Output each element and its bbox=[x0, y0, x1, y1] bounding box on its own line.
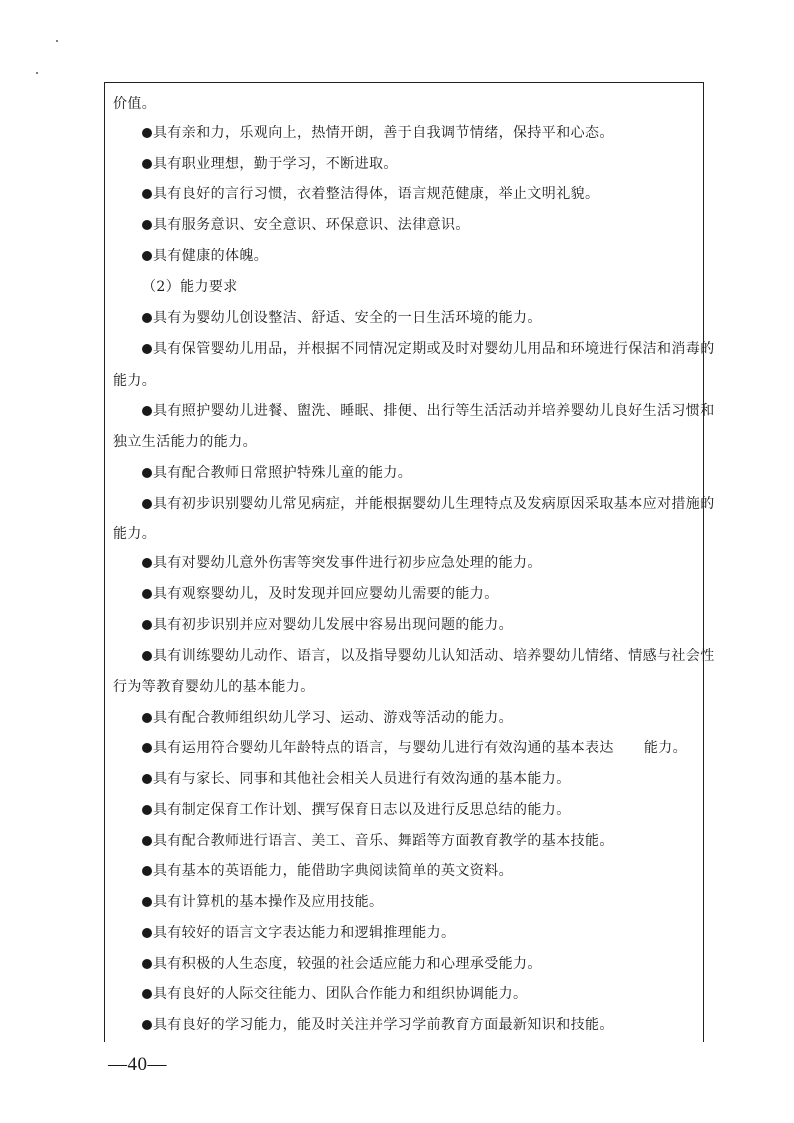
bullet-icon bbox=[142, 989, 152, 999]
list-item: 具有训练婴幼儿动作、语言，以及指导婴幼儿认知活动、培养婴幼儿情绪、情感与社会性 bbox=[142, 649, 722, 664]
list-item: 具有配合教师组织幼儿学习、运动、游戏等活动的能力。 bbox=[142, 711, 722, 726]
bullet-icon bbox=[142, 897, 152, 907]
bullet-icon bbox=[142, 313, 152, 323]
list-item: 具有良好的人际交往能力、团队合作能力和组织协调能力。 bbox=[142, 987, 722, 1002]
bullet-icon bbox=[142, 836, 152, 846]
bullet-icon bbox=[142, 928, 152, 938]
bullet-icon bbox=[142, 774, 152, 784]
list-item: 具有为婴幼儿创设整洁、舒适、安全的一日生活环境的能力。 bbox=[142, 311, 722, 326]
list-item-continuation: 能力。 bbox=[113, 526, 157, 542]
bullet-icon bbox=[142, 128, 152, 138]
list-item: 具有服务意识、安全意识、环保意识、法律意识。 bbox=[142, 218, 722, 233]
list-item: 具有保管婴幼儿用品，并根据不同情况定期或及时对婴幼儿用品和环境进行保洁和消毒的 bbox=[142, 342, 722, 357]
scan-speck bbox=[36, 72, 38, 74]
list-item: 具有积极的人生态度，较强的社会适应能力和心理承受能力。 bbox=[142, 957, 722, 972]
list-item: 具有计算机的基本操作及应用技能。 bbox=[142, 895, 722, 910]
list-item: 具有配合教师进行语言、美工、音乐、舞蹈等方面教育教学的基本技能。 bbox=[142, 834, 722, 849]
list-item: 具有基本的英语能力，能借助字典阅读简单的英文资料。 bbox=[142, 864, 722, 879]
list-item: 具有与家长、同事和其他社会相关人员进行有效沟通的基本能力。 bbox=[142, 772, 722, 787]
bullet-icon bbox=[142, 589, 152, 599]
bullet-icon bbox=[142, 713, 152, 723]
list-item: 具有健康的体魄。 bbox=[142, 249, 722, 264]
bullet-icon bbox=[142, 1020, 152, 1030]
bullet-icon bbox=[142, 189, 152, 199]
bullet-icon bbox=[142, 220, 152, 230]
bullet-icon bbox=[142, 866, 152, 876]
list-item: 具有观察婴幼儿，及时发现并回应婴幼儿需要的能力。 bbox=[142, 587, 722, 602]
scan-speck bbox=[56, 40, 58, 42]
bullet-icon bbox=[142, 251, 152, 261]
bullet-icon bbox=[142, 406, 152, 416]
list-item-continuation: 能力。 bbox=[113, 373, 157, 389]
list-item: 具有职业理想，勤于学习，不断进取。 bbox=[142, 157, 722, 172]
list-item-continuation: 独立生活能力的能力。 bbox=[113, 434, 257, 450]
bullet-icon bbox=[142, 499, 152, 509]
bullet-icon bbox=[142, 805, 152, 815]
list-item: 具有初步识别婴幼儿常见病症，并能根据婴幼儿生理特点及发病原因采取基本应对措施的 bbox=[142, 497, 722, 512]
bullet-icon bbox=[142, 159, 152, 169]
page-number: —40— bbox=[108, 1054, 167, 1075]
list-item: 具有良好的学习能力，能及时关注并学习学前教育方面最新知识和技能。 bbox=[142, 1018, 722, 1033]
bullet-icon bbox=[142, 558, 152, 568]
bullet-icon bbox=[142, 651, 152, 661]
bullet-icon bbox=[142, 344, 152, 354]
list-item: 具有配合教师日常照护特殊儿童的能力。 bbox=[142, 466, 722, 481]
section-heading: （2）能力要求 bbox=[142, 279, 238, 295]
list-item: 具有运用符合婴幼儿年龄特点的语言，与婴幼儿进行有效沟通的基本表达 能力。 bbox=[142, 741, 722, 756]
list-item: 具有初步识别并应对婴幼儿发展中容易出现问题的能力。 bbox=[142, 618, 722, 633]
bullet-icon bbox=[142, 959, 152, 969]
list-item-continuation: 行为等教育婴幼儿的基本能力。 bbox=[113, 679, 315, 695]
text-line: 价值。 bbox=[113, 96, 157, 112]
bullet-icon bbox=[142, 468, 152, 478]
bullet-icon bbox=[142, 620, 152, 630]
list-item: 具有制定保育工作计划、撰写保育日志以及进行反思总结的能力。 bbox=[142, 803, 722, 818]
bullet-icon bbox=[142, 743, 152, 753]
list-item: 具有较好的语言文字表达能力和逻辑推理能力。 bbox=[142, 926, 722, 941]
list-item: 具有亲和力，乐观向上，热情开朗，善于自我调节情绪，保持平和心态。 bbox=[142, 126, 722, 141]
list-item: 具有良好的言行习惯，衣着整洁得体，语言规范健康，举止文明礼貌。 bbox=[142, 187, 722, 202]
list-item: 具有对婴幼儿意外伤害等突发事件进行初步应急处理的能力。 bbox=[142, 556, 722, 571]
list-item: 具有照护婴幼儿进餐、盥洗、睡眠、排便、出行等生活活动并培养婴幼儿良好生活习惯和 bbox=[142, 404, 722, 419]
